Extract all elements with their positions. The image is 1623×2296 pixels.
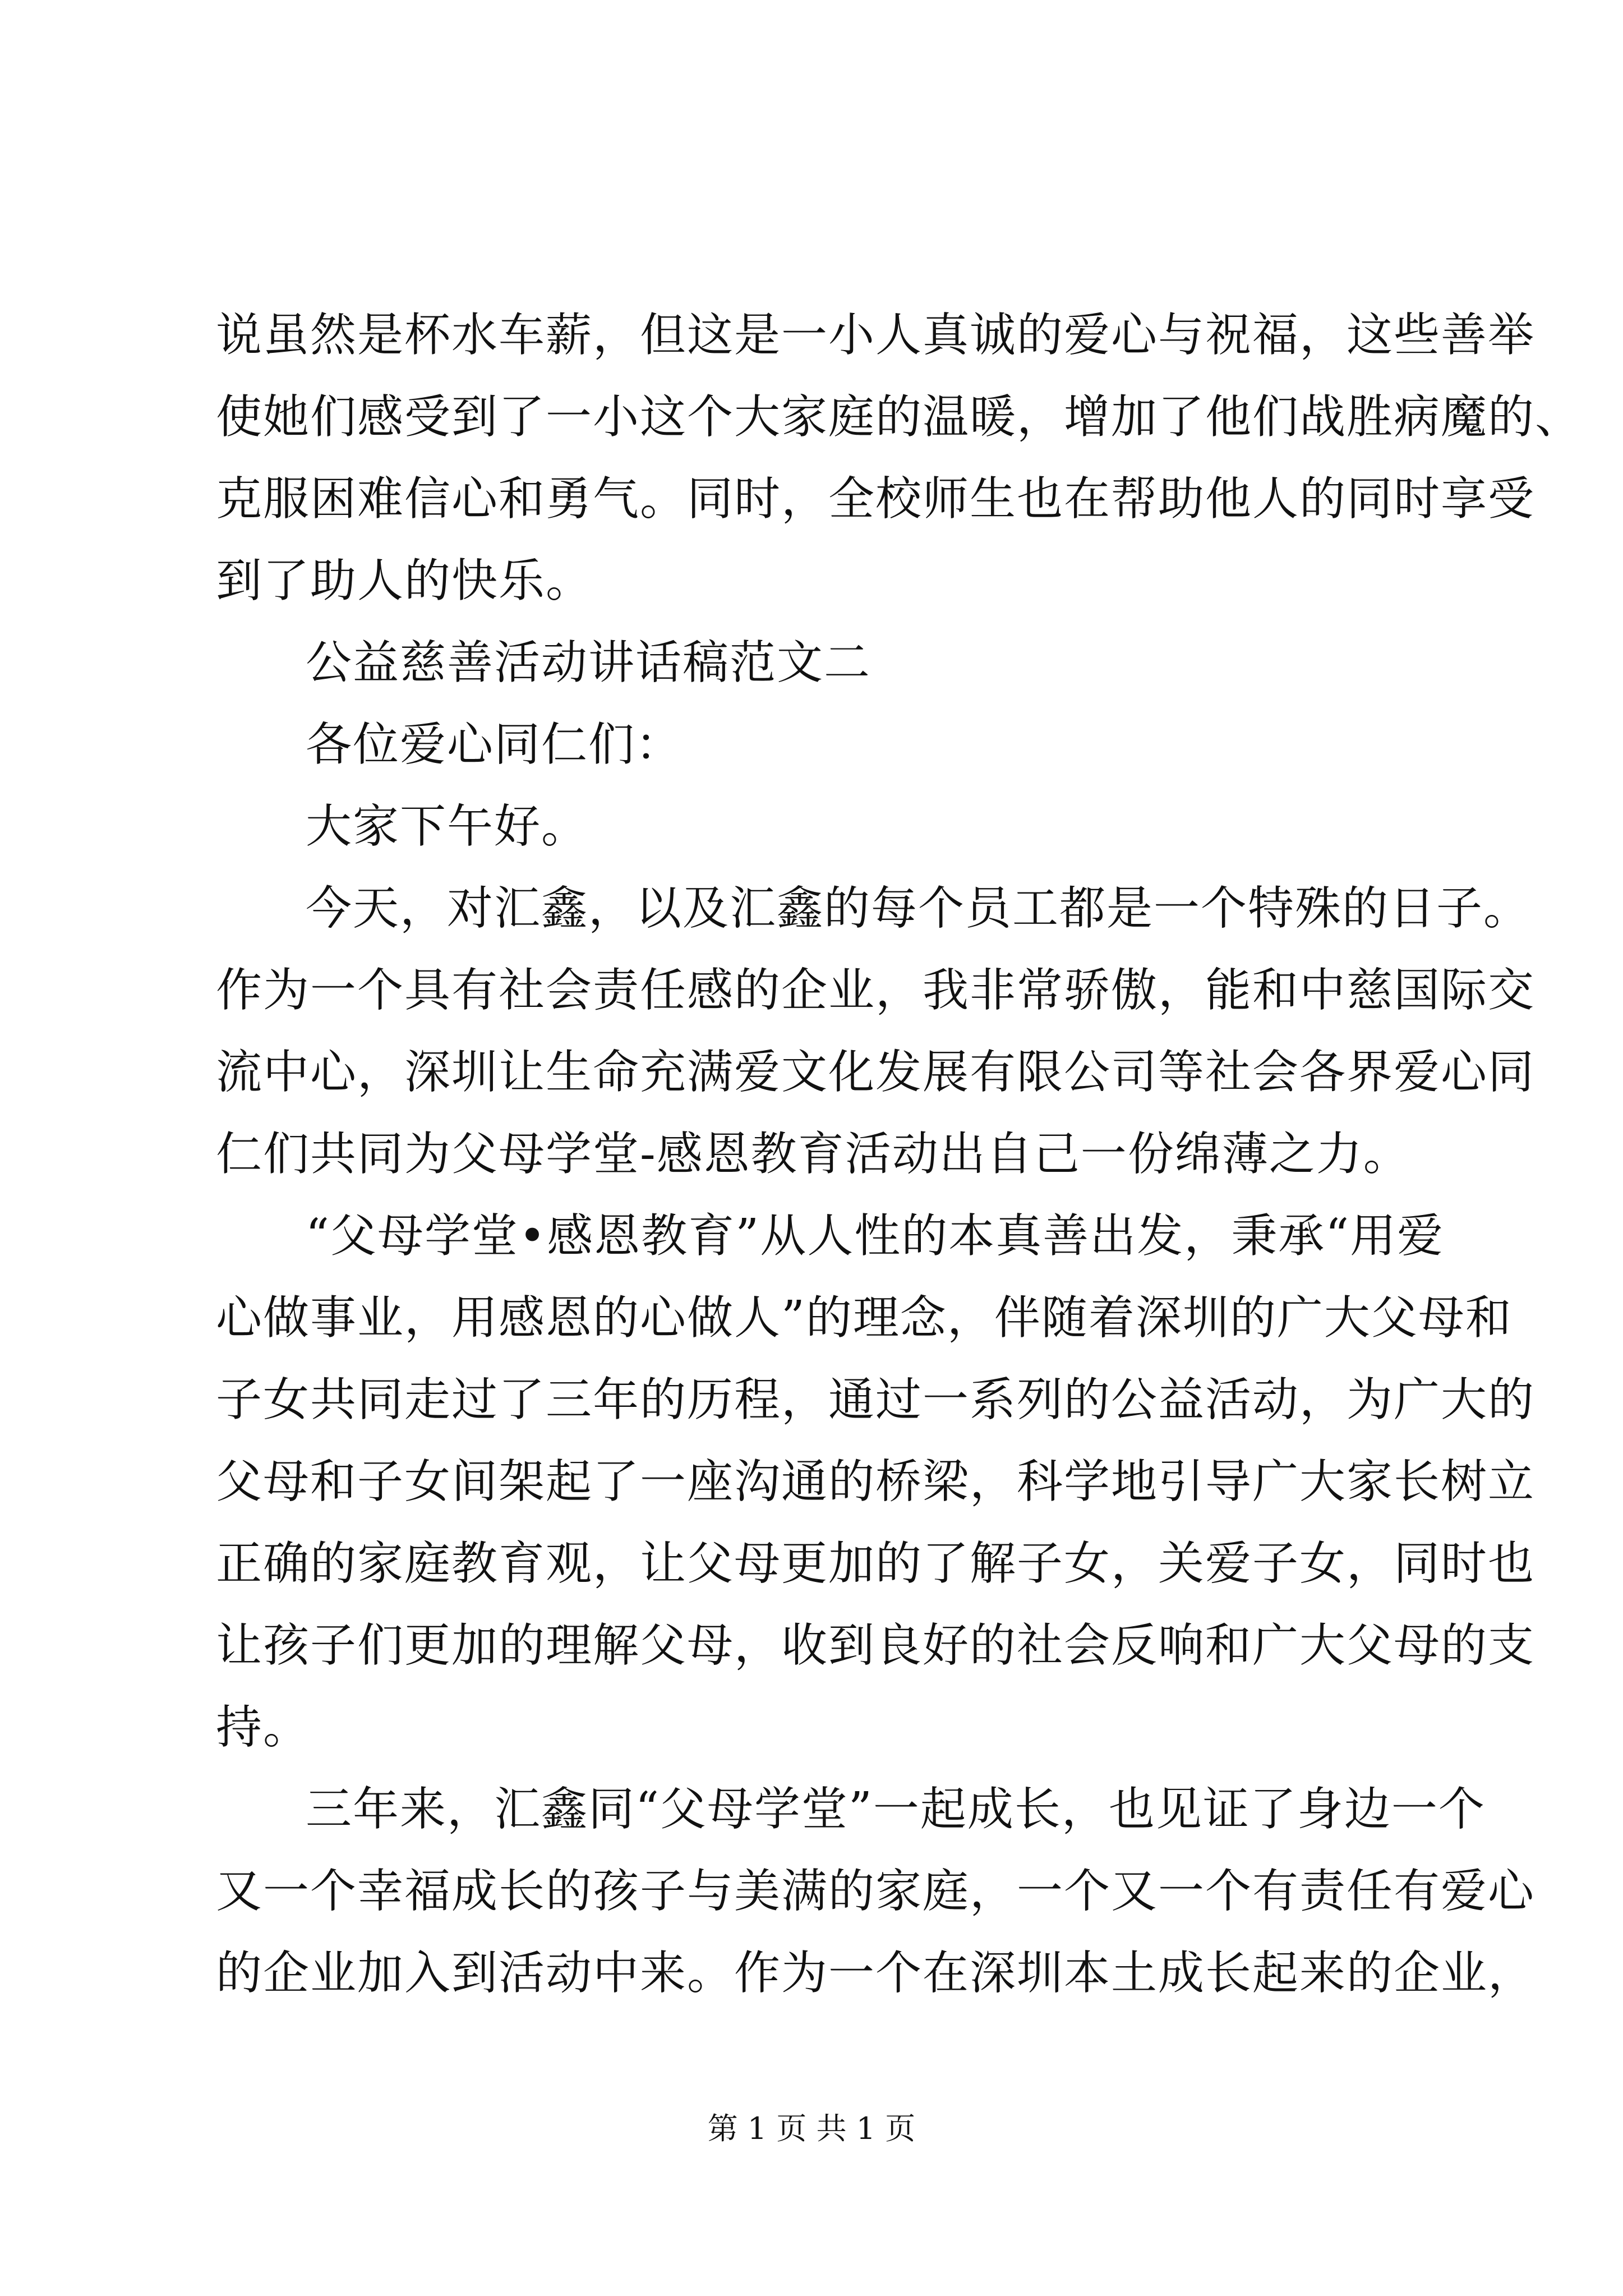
text-line: 到了助人的快乐。 (216, 554, 593, 608)
salutation: 各位爱心同仁们： (306, 718, 683, 771)
greeting: 大家下午好。 (306, 800, 589, 853)
text-line: 持。 (216, 1701, 311, 1754)
text-line: 使她们感受到了一小这个大家庭的温暖，增加了他们战胜病魔的、 (216, 390, 1583, 444)
text-line: 克服困难信心和勇气。同时，全校师生也在帮助他人的同时享受 (216, 472, 1536, 526)
text-line: 的企业加入到活动中来。作为一个在深圳本土成长起来的企业， (216, 1947, 1536, 2000)
document-body (216, 295, 1583, 2014)
text-line: 心做事业，用感恩的心做人”的理念，伴随着深圳的广大父母和 (216, 1291, 1513, 1345)
text-line: “父母学堂•感恩教育”从人性的本真善出发，秉承“用爱 (306, 1209, 1445, 1263)
text-line: 流中心，深圳让生命充满爱文化发展有限公司等社会各界爱心同 (216, 1046, 1536, 1099)
text-line: 三年来，汇鑫同“父母学堂”一起成长，也见证了身边一个 (306, 1783, 1486, 1836)
text-line: 今天，对汇鑫，以及汇鑫的每个员工都是一个特殊的日子。 (306, 882, 1531, 935)
text-line: 正确的家庭教育观，让父母更加的了解子女，关爱子女，同时也 (216, 1537, 1536, 1590)
text-line: 父母和子女间架起了一座沟通的桥梁，科学地引导广大家长树立 (216, 1455, 1536, 1508)
text-line: 说虽然是杯水车薪，但这是一小人真诚的爱心与祝福，这些善举 (216, 309, 1536, 362)
page-number-footer: 第 1 页 共 1 页 (707, 2111, 916, 2146)
text-line: 子女共同走过了三年的历程，通过一系列的公益活动，为广大的 (216, 1373, 1536, 1427)
text-line: 作为一个具有社会责任感的企业，我非常骄傲，能和中慈国际交 (216, 964, 1536, 1017)
section-heading: 公益慈善活动讲话稿范文二 (306, 636, 872, 689)
text-line: 仁们共同为父母学堂-感恩教育活动出自己一份绵薄之力。 (216, 1128, 1410, 1181)
text-line: 让孩子们更加的理解父母，收到良好的社会反响和广大父母的支 (216, 1619, 1536, 1672)
text-line: 又一个幸福成长的孩子与美满的家庭，一个又一个有责任有爱心 (216, 1865, 1536, 1918)
